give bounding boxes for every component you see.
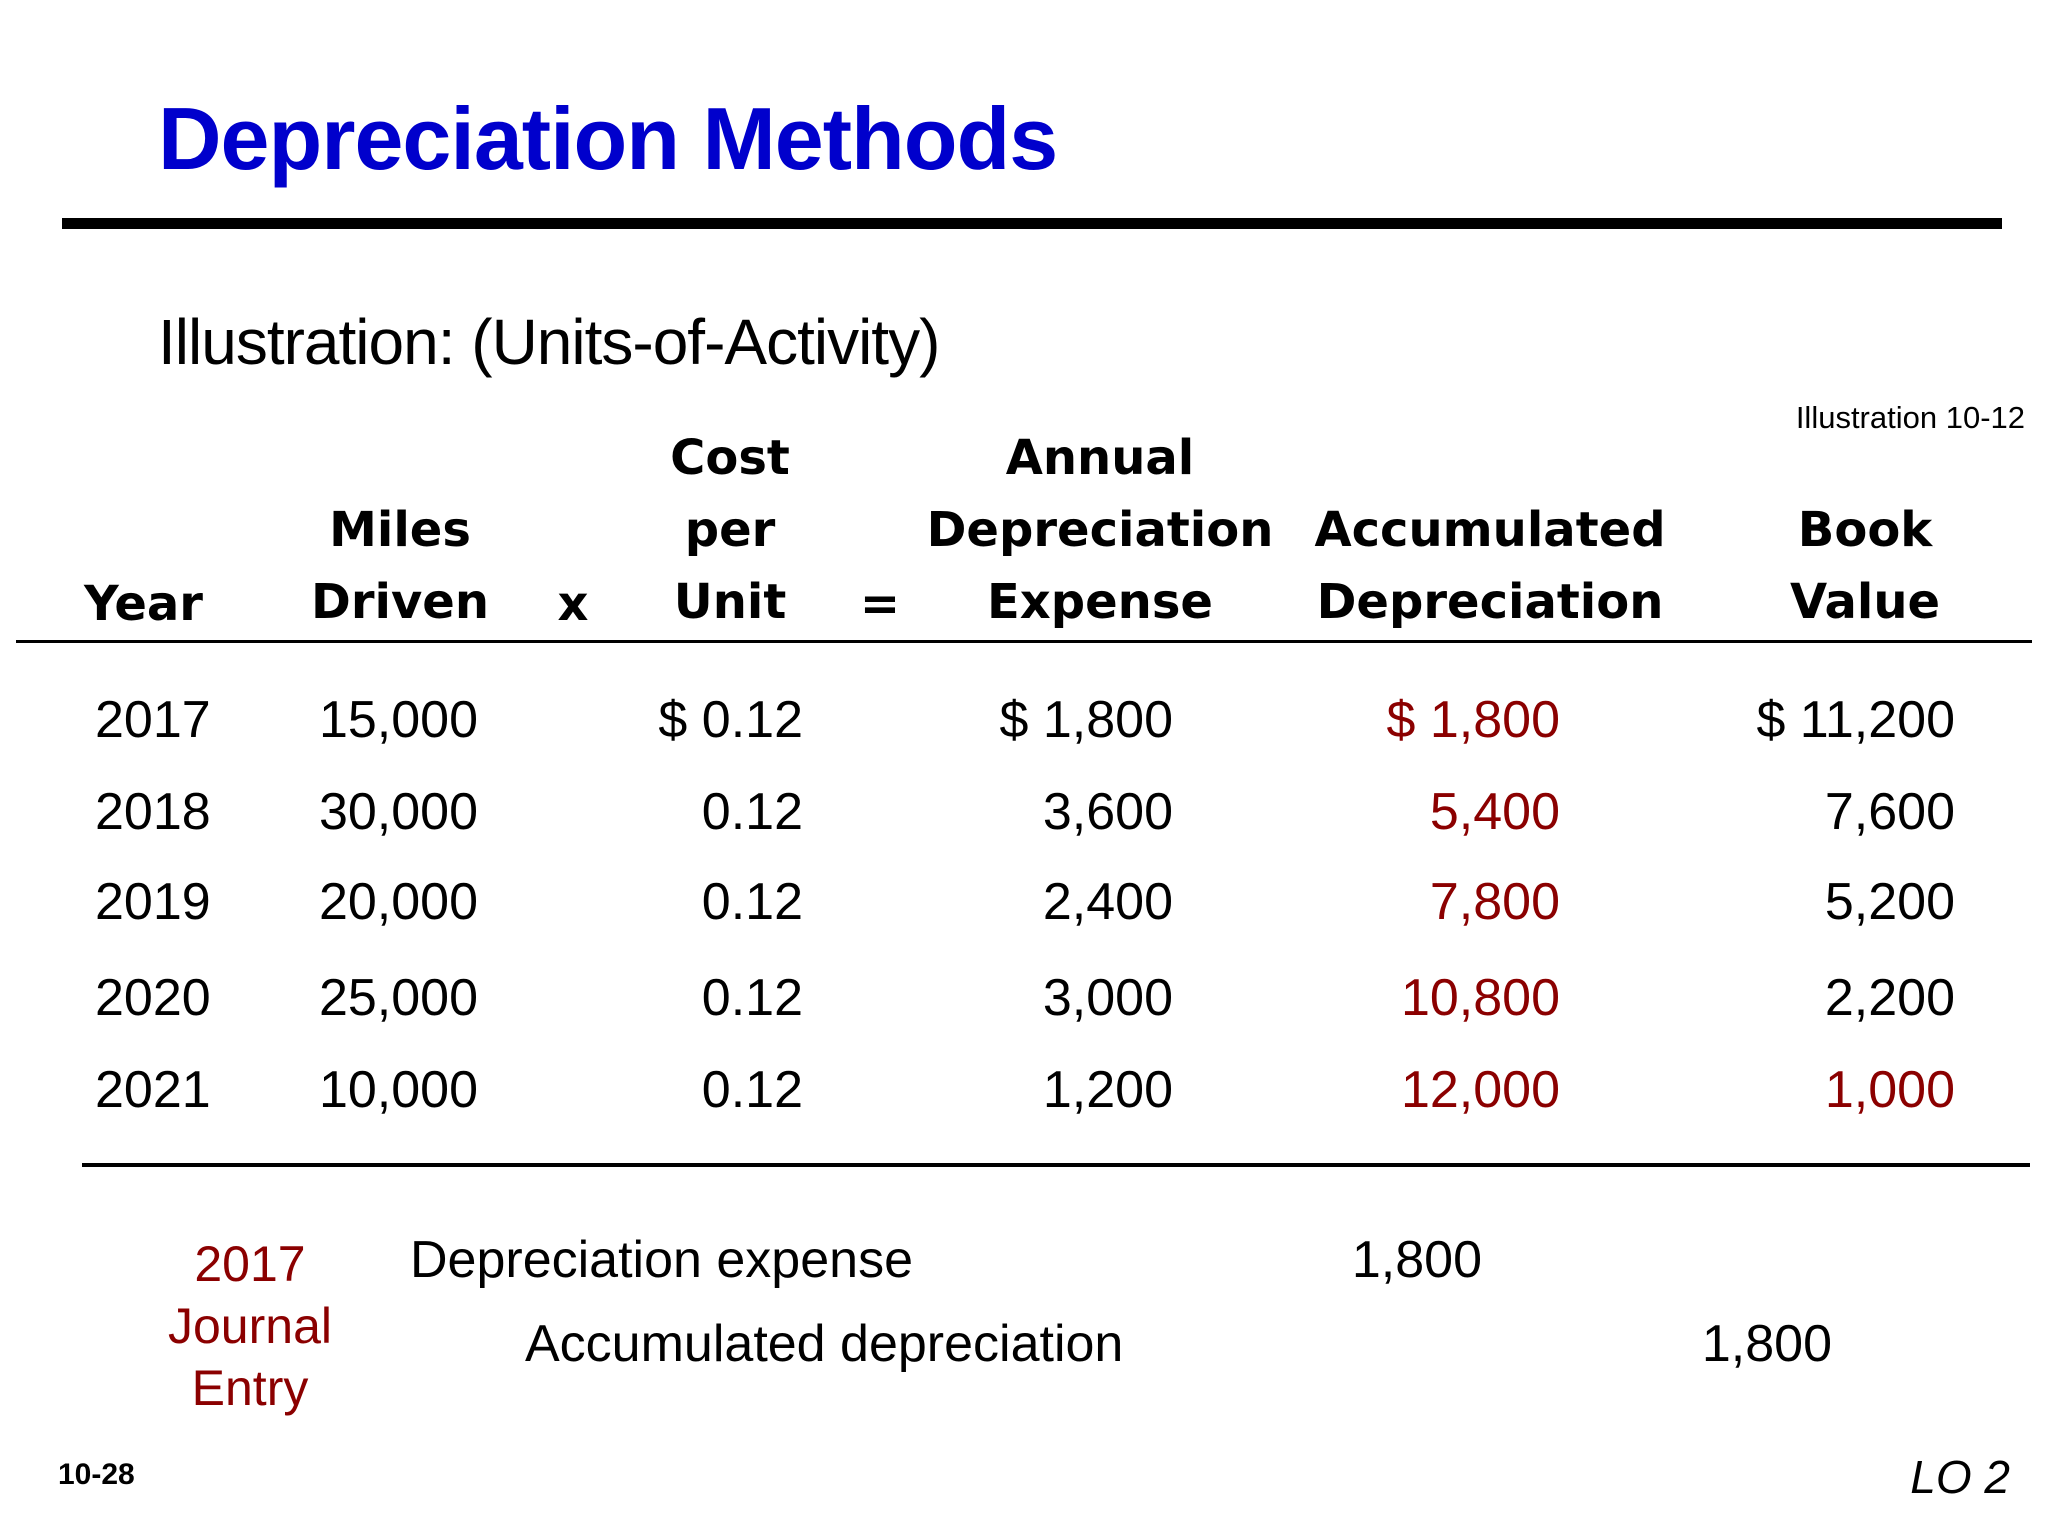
illustration-reference: Illustration 10-12: [1795, 400, 2025, 435]
header-multiply-sign: x: [557, 576, 589, 632]
header-year: Year: [84, 576, 203, 632]
slide-subtitle: Illustration: (Units-of-Activity): [158, 306, 940, 378]
cell-cost-per-unit: 0.12: [701, 969, 803, 1027]
cell-accumulated: 10,800: [1400, 969, 1560, 1027]
slide-number: 10-28: [58, 1458, 135, 1491]
cell-expense: 3,000: [1042, 969, 1173, 1027]
learning-objective-tag: LO 2: [1910, 1451, 2010, 1503]
cell-book-value: 7,600: [1824, 783, 1955, 841]
header-annual-depreciation-expense: Annual Depreciation Expense: [926, 430, 1274, 630]
cell-year: 2018: [95, 783, 211, 841]
cell-year: 2021: [95, 1061, 211, 1119]
cell-book-value: 2,200: [1824, 969, 1955, 1027]
cell-accumulated: 7,800: [1429, 873, 1560, 931]
cell-expense: 2,400: [1042, 873, 1173, 931]
cell-cost-per-unit: 0.12: [701, 1061, 803, 1119]
cell-cost-per-unit: 0.12: [701, 783, 803, 841]
cell-miles: 10,000: [318, 1061, 478, 1119]
cell-expense: 3,600: [1042, 783, 1173, 841]
header-cost-per-unit: Cost per Unit: [670, 430, 790, 630]
journal-credit-amount: 1,800: [1701, 1315, 1832, 1373]
cell-accumulated: 5,400: [1429, 783, 1560, 841]
cell-book-value: $ 11,200: [1756, 691, 1955, 749]
cell-year: 2020: [95, 969, 211, 1027]
journal-credit-account: Accumulated depreciation: [525, 1315, 1124, 1373]
journal-debit-amount: 1,800: [1351, 1231, 1482, 1289]
cell-miles: 20,000: [318, 873, 478, 931]
title-divider: [62, 218, 2002, 229]
cell-book-value: 5,200: [1824, 873, 1955, 931]
slide-title: Depreciation Methods: [158, 89, 1058, 188]
header-equals-sign: =: [859, 576, 901, 632]
cell-miles: 25,000: [318, 969, 478, 1027]
cell-cost-per-unit: 0.12: [701, 873, 803, 931]
cell-cost-per-unit: $ 0.12: [658, 691, 803, 749]
cell-book-value: 1,000: [1824, 1061, 1955, 1119]
header-accumulated-depreciation: Accumulated Depreciation: [1314, 502, 1666, 630]
header-miles-driven: Miles Driven: [311, 502, 489, 630]
cell-year: 2019: [95, 873, 211, 931]
cell-accumulated: $ 1,800: [1386, 691, 1560, 749]
table-bottom-divider: [82, 1163, 2030, 1167]
cell-expense: 1,200: [1042, 1061, 1173, 1119]
header-book-value: Book Value: [1789, 502, 1941, 630]
cell-miles: 30,000: [318, 783, 478, 841]
cell-expense: $ 1,800: [999, 691, 1173, 749]
journal-debit-account: Depreciation expense: [410, 1231, 913, 1289]
cell-accumulated: 12,000: [1400, 1061, 1560, 1119]
header-divider: [16, 640, 2032, 643]
cell-year: 2017: [95, 691, 211, 749]
journal-entry-label: 2017 Journal Entry: [168, 1236, 332, 1416]
cell-miles: 15,000: [318, 691, 478, 749]
